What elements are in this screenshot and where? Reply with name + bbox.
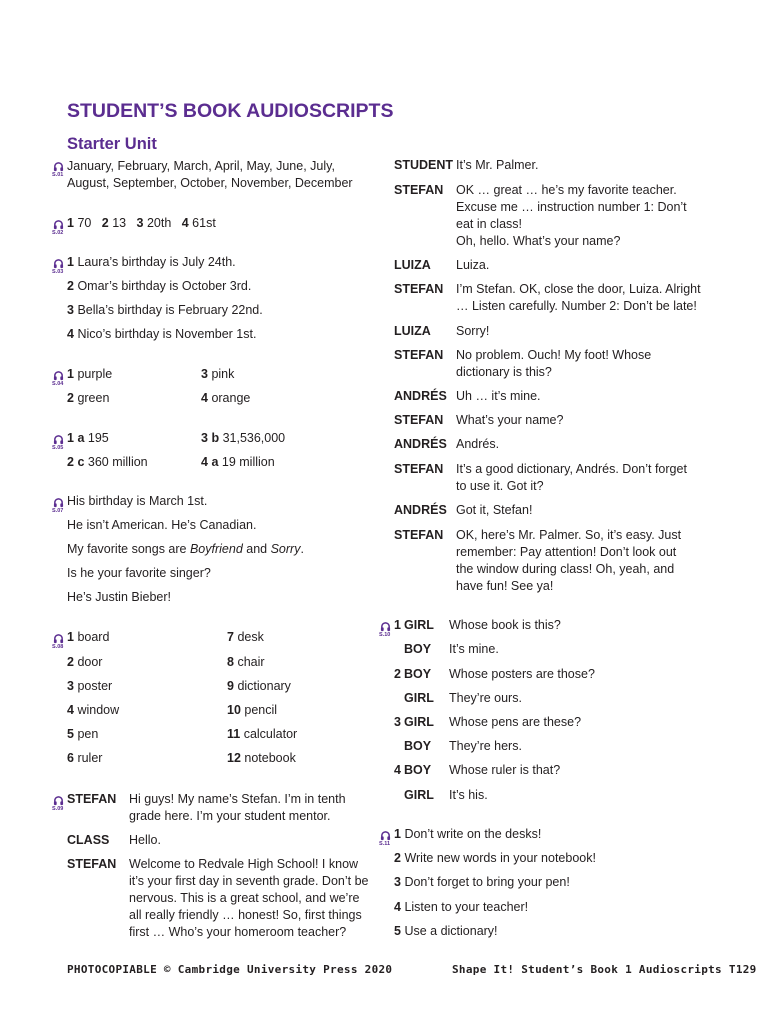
headphones-icon — [52, 219, 66, 241]
speaker-name: LUIZA — [394, 324, 431, 338]
speaker-name: GIRL — [404, 618, 434, 632]
item-text: 13 — [112, 216, 127, 230]
item-number: 1 — [67, 216, 74, 230]
track-code: S.07 — [52, 508, 64, 514]
dialogue-line: What’s your name? — [456, 413, 564, 427]
sentence: Is he your favorite singer? — [67, 566, 211, 580]
item-text: desk — [237, 630, 264, 644]
item-text: Omar’s birthday is October 3rd. — [77, 279, 252, 293]
item-number: 10 — [227, 703, 241, 717]
item-text: dictionary — [237, 679, 291, 693]
item-number: 6 — [67, 751, 74, 765]
headphones-icon — [52, 258, 66, 280]
list-item — [67, 326, 256, 343]
list-item — [67, 750, 102, 767]
dialogue-line: They’re ours. — [449, 691, 522, 705]
track-code: S.04 — [52, 381, 64, 387]
item-number: 2 — [67, 391, 74, 405]
song-title: Boyfriend — [189, 542, 243, 556]
item-number: 5 — [67, 727, 74, 741]
item-number: 5 — [394, 924, 401, 938]
dialogue-line: nervous. This is a great school, and we’re — [129, 891, 360, 905]
item-number: 7 — [227, 630, 234, 644]
list-item — [67, 654, 102, 671]
speaker-name: STEFAN — [394, 413, 444, 427]
speaker-name: STEFAN — [394, 462, 444, 476]
list-item — [201, 454, 275, 471]
list-item — [67, 278, 251, 295]
speaker-name: STEFAN — [394, 528, 444, 542]
item-number: 2 — [394, 667, 401, 681]
item-text: Don’t write on the desks! — [404, 827, 542, 841]
list-item — [394, 899, 528, 916]
dialogue-line: remember: Pay attention! Don’t look out — [456, 545, 677, 559]
item-number: 3 — [201, 367, 208, 381]
speaker-name: ANDRÉS — [394, 437, 447, 451]
dialogue-line: Andrés. — [456, 437, 500, 451]
headphones-icon — [52, 161, 66, 183]
sentence: His birthday is March 1st. — [67, 494, 208, 508]
speaker-name: STUDENT — [394, 158, 454, 172]
months-line-1: January, February, March, April, May, June, July, — [67, 159, 335, 173]
sentence-part: and — [242, 542, 271, 556]
dialogue-line: Uh … it’s mine. — [456, 389, 541, 403]
dialogue-line: Welcome to Redvale High School! I know — [129, 857, 359, 871]
footer-copyright: PHOTOCOPIABLE © Cambridge University Press 2020 — [67, 963, 393, 976]
speaker-name: BOY — [404, 642, 432, 656]
dialogue-line: Whose pens are these? — [449, 715, 582, 729]
item-text: board — [77, 630, 110, 644]
dialogue-line: Excuse me … instruction number 1: Don’t — [456, 200, 687, 214]
item-number: 3 — [394, 715, 401, 729]
dialogue-line: dictionary is this? — [456, 365, 552, 379]
item-text: Laura’s birthday is July 24th. — [77, 255, 236, 269]
item-text: Bella’s birthday is February 22nd. — [77, 303, 263, 317]
item-text: Use a dictionary! — [404, 924, 498, 938]
item-text: pink — [211, 367, 235, 381]
item-text: 31,536,000 — [222, 431, 286, 445]
list-item — [67, 678, 112, 695]
item-number: 3 — [67, 303, 74, 317]
list-item — [67, 702, 119, 719]
list-item — [67, 390, 109, 407]
speaker-name: BOY — [404, 739, 432, 753]
item-number: 2 — [394, 851, 401, 865]
track-code: S.08 — [52, 644, 64, 650]
speaker-name: ANDRÉS — [394, 389, 447, 403]
item-number: 4 — [394, 763, 401, 777]
list-item — [67, 726, 98, 743]
list-item — [227, 750, 296, 767]
headphones-icon — [52, 795, 66, 817]
track-code: S.02 — [52, 230, 64, 236]
list-item — [67, 254, 236, 271]
dialogue-line: OK, here’s Mr. Palmer. So, it’s easy. Just — [456, 528, 682, 542]
item-text: Listen to your teacher! — [404, 900, 529, 914]
headphones-icon — [52, 497, 66, 519]
item-number: 1 — [67, 255, 74, 269]
track-code: S.05 — [52, 445, 64, 451]
headphones-icon — [52, 370, 66, 392]
numbers-line — [67, 215, 216, 232]
item-text: orange — [211, 391, 251, 405]
speaker-name: STEFAN — [67, 857, 117, 871]
item-text: purple — [77, 367, 113, 381]
item-number: 2 — [67, 455, 74, 469]
item-number: 3 — [136, 216, 144, 230]
item-number: 4 — [201, 455, 208, 469]
dialogue-line: Whose posters are those? — [449, 667, 595, 681]
list-item — [394, 826, 541, 843]
track-code: S.01 — [52, 172, 64, 178]
item-text: 70 — [77, 216, 92, 230]
item-text: 19 million — [221, 455, 275, 469]
list-item — [227, 702, 277, 719]
speaker-name: BOY — [404, 667, 432, 681]
item-number: 4 — [67, 327, 74, 341]
list-item — [394, 874, 570, 891]
list-item — [201, 390, 250, 407]
speaker-name: STEFAN — [67, 792, 117, 806]
item-letter: a — [211, 455, 219, 469]
item-number: 9 — [227, 679, 234, 693]
item-number: 2 — [67, 279, 74, 293]
dialogue-line: It’s Mr. Palmer. — [456, 158, 539, 172]
dialogue-line: grade here. I’m your student mentor. — [129, 809, 331, 823]
list-item — [227, 654, 265, 671]
item-text: window — [77, 703, 120, 717]
item-number: 8 — [227, 655, 234, 669]
item-number: 2 — [67, 655, 74, 669]
dialogue-line: have fun! See ya! — [456, 579, 554, 593]
item-text: 195 — [87, 431, 109, 445]
dialogue-line: all really friendly … honest! So, first things — [129, 908, 362, 922]
item-text: Nico’s birthday is November 1st. — [77, 327, 257, 341]
list-item — [394, 923, 498, 940]
dialogue-line: to use it. Got it? — [456, 479, 544, 493]
item-text: Write new words in your notebook! — [404, 851, 596, 865]
speaker-name: STEFAN — [394, 348, 444, 362]
list-item — [67, 430, 109, 447]
item-number: 3 — [201, 431, 208, 445]
track-code: S.03 — [52, 269, 64, 275]
headphones-icon — [52, 633, 66, 655]
item-number: 11 — [227, 727, 241, 741]
footer-page-info: Shape It! Student’s Book 1 Audioscripts T129 — [452, 963, 757, 976]
item-text: poster — [77, 679, 113, 693]
sentence: He’s Justin Bieber! — [67, 590, 171, 604]
speaker-name: GIRL — [404, 715, 434, 729]
dialogue-line: Luiza. — [456, 258, 490, 272]
track-code: S.10 — [379, 632, 391, 638]
list-item — [227, 726, 297, 743]
item-text: 61st — [192, 216, 216, 230]
item-text: Don’t forget to bring your pen! — [404, 875, 570, 889]
item-text: calculator — [243, 727, 298, 741]
item-number: 4 — [181, 216, 189, 230]
list-item — [67, 454, 148, 471]
dialogue-line: It’s a good dictionary, Andrés. Don’t forget — [456, 462, 687, 476]
item-number: 1 — [394, 618, 401, 632]
item-number: 3 — [394, 875, 401, 889]
item-number: 12 — [227, 751, 241, 765]
dialogue-line: Whose book is this? — [449, 618, 561, 632]
item-number: 1 — [394, 827, 401, 841]
sentence-part: My favorite songs are — [67, 542, 190, 556]
speaker-name: STEFAN — [394, 282, 444, 296]
item-text: 360 million — [87, 455, 148, 469]
dialogue-line: Whose ruler is that? — [449, 763, 561, 777]
section-title: Starter Unit — [67, 135, 157, 153]
speaker-name: CLASS — [67, 833, 110, 847]
sentence — [67, 541, 304, 558]
dialogue-line: I’m Stefan. OK, close the door, Luiza. Alright — [456, 282, 701, 296]
item-number: 4 — [394, 900, 401, 914]
item-number: 1 — [67, 431, 74, 445]
speaker-name: ANDRÉS — [394, 503, 447, 517]
list-item — [67, 629, 109, 646]
dialogue-line: OK … great … he’s my favorite teacher. — [456, 183, 677, 197]
item-text: door — [77, 655, 103, 669]
dialogue-line: it’s your first day in seventh grade. Don’t be — [129, 874, 369, 888]
item-text: pencil — [244, 703, 278, 717]
dialogue-line: It’s his. — [449, 788, 488, 802]
headphones-icon — [379, 621, 393, 643]
dialogue-line: Oh, hello. What’s your name? — [456, 234, 621, 248]
list-item — [201, 430, 285, 447]
dialogue-line: Hello. — [129, 833, 161, 847]
list-item — [67, 366, 112, 383]
item-text: notebook — [244, 751, 296, 765]
dialogue-line: … Listen carefully. Number 2: Don’t be late! — [456, 299, 697, 313]
item-number: 4 — [67, 703, 74, 717]
item-letter: a — [77, 431, 85, 445]
list-item — [227, 629, 264, 646]
item-number: 2 — [101, 216, 109, 230]
dialogue-line: They’re hers. — [449, 739, 522, 753]
list-item — [227, 678, 291, 695]
list-item — [201, 366, 234, 383]
speaker-name: GIRL — [404, 691, 434, 705]
headphones-icon — [379, 830, 393, 852]
item-number: 1 — [67, 367, 74, 381]
speaker-name: GIRL — [404, 788, 434, 802]
dialogue-line: Got it, Stefan! — [456, 503, 533, 517]
item-number: 1 — [67, 630, 74, 644]
song-title: Sorry — [270, 542, 301, 556]
headphones-icon — [52, 434, 66, 456]
dialogue-line: Sorry! — [456, 324, 490, 338]
dialogue-line: eat in class! — [456, 217, 523, 231]
item-text: 20th — [146, 216, 172, 230]
item-text: pen — [77, 727, 99, 741]
item-number: 4 — [201, 391, 208, 405]
dialogue-line: It’s mine. — [449, 642, 499, 656]
track-code: S.11 — [379, 841, 391, 847]
item-letter: c — [77, 455, 85, 469]
item-text: ruler — [77, 751, 103, 765]
speaker-name: STEFAN — [394, 183, 444, 197]
sentence: He isn’t American. He’s Canadian. — [67, 518, 257, 532]
dialogue-line: No problem. Ouch! My foot! Whose — [456, 348, 652, 362]
dialogue-line: first … Who’s your homeroom teacher? — [129, 925, 347, 939]
track-code: S.09 — [52, 806, 64, 812]
list-item — [67, 302, 263, 319]
sentence-part: . — [300, 542, 304, 556]
dialogue-line: Hi guys! My name’s Stefan. I’m in tenth — [129, 792, 346, 806]
dialogue-line: the window during class! Oh, yeah, and — [456, 562, 675, 576]
speaker-name: LUIZA — [394, 258, 431, 272]
item-text: green — [77, 391, 110, 405]
speaker-name: BOY — [404, 763, 432, 777]
list-item — [394, 850, 596, 867]
item-number: 3 — [67, 679, 74, 693]
months-line-2: August, September, October, November, December — [67, 176, 353, 190]
page-title: STUDENT’S BOOK AUDIOSCRIPTS — [67, 100, 394, 122]
item-letter: b — [211, 431, 220, 445]
item-text: chair — [237, 655, 265, 669]
